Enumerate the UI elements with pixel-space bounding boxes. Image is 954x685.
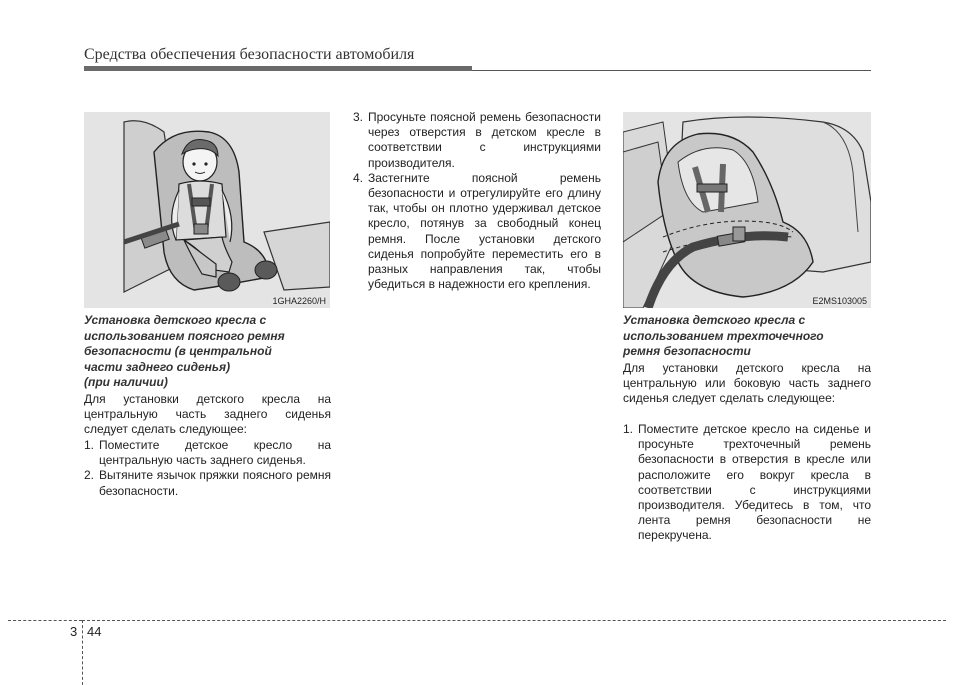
right-steps-list bbox=[623, 422, 871, 544]
step-text: Поместите детское кресло на сиденье и просуньте трехточечный ремень безопасности в отверстия в кресле или расположите его вокруг кресла в соответствии с инструкциями производителя. Убедитесь в том, что лента ремня безопасности не перекручена. bbox=[638, 422, 871, 543]
step-number: 3. bbox=[353, 110, 364, 124]
middle-steps-list bbox=[353, 110, 601, 292]
header-rule-thick bbox=[84, 66, 472, 71]
figure-code: E2MS103005 bbox=[812, 296, 867, 306]
left-intro-paragraph: Для установки детского кресла на центральную часть заднего сиденья следует сделать следующее: bbox=[84, 392, 331, 437]
list-item bbox=[353, 171, 601, 293]
caption-line: ремня безопасности bbox=[623, 344, 751, 358]
figure-code: 1GHA2260/H bbox=[272, 296, 326, 306]
step-text: Просуньте поясной ремень безопасности через отверстия в детском кресле в соответствии с инструкциями производителя. bbox=[368, 110, 601, 170]
step-text: Поместите детское кресло на центральную часть заднего сиденья. bbox=[99, 438, 331, 468]
list-item bbox=[84, 468, 331, 498]
header-rule-thin bbox=[472, 70, 871, 71]
footer-rule-right bbox=[82, 620, 946, 621]
page-number: 44 bbox=[87, 624, 102, 639]
figure-child-seat-three-point-belt bbox=[623, 112, 871, 308]
step-number: 2. bbox=[84, 468, 95, 483]
child-seat-illustration bbox=[84, 112, 330, 308]
caption-line: использованием трехточечного bbox=[623, 328, 824, 343]
caption-line: части заднего сиденья) bbox=[84, 359, 231, 374]
list-item bbox=[84, 438, 331, 468]
caption-line: (при наличии) bbox=[84, 375, 168, 389]
step-number: 4. bbox=[353, 170, 364, 185]
chapter-number: 3 bbox=[70, 624, 78, 639]
caption-line: Установка детского кресла с bbox=[623, 313, 806, 327]
list-item bbox=[623, 422, 871, 544]
step-number: 1. bbox=[84, 438, 95, 452]
step-text: Застегните поясной ремень безопасности и отрегулируйте его длину так, чтобы он плотно удерживал детское кресло, потянув за свободный конец ремня. После установки детского сиденья попробуйте переместить его в разных направления так, чтобы убедиться в надежности его крепления. bbox=[368, 170, 601, 292]
right-intro-paragraph: Для установки детского кресла на центральную или боковую часть заднего сиденья следует сделать следующее: bbox=[623, 361, 871, 406]
figure-caption-right bbox=[623, 313, 873, 360]
caption-line: безопасности (в центральной bbox=[84, 344, 272, 358]
caption-line: использованием поясного ремня bbox=[84, 328, 285, 343]
seat-belt-illustration bbox=[623, 112, 871, 308]
figure-caption-left bbox=[84, 313, 334, 391]
footer-divider bbox=[82, 620, 83, 685]
section-title: Средства обеспечения безопасности автомобиля bbox=[84, 46, 415, 63]
figure-child-seat-lap-belt bbox=[84, 112, 330, 308]
left-steps-list bbox=[84, 438, 331, 499]
caption-line: Установка детского кресла с bbox=[84, 313, 267, 327]
footer-rule-left bbox=[8, 620, 82, 621]
step-text: Вытяните язычок пряжки поясного ремня безопасности. bbox=[99, 468, 331, 498]
list-item bbox=[353, 110, 601, 171]
step-number: 1. bbox=[623, 422, 634, 436]
